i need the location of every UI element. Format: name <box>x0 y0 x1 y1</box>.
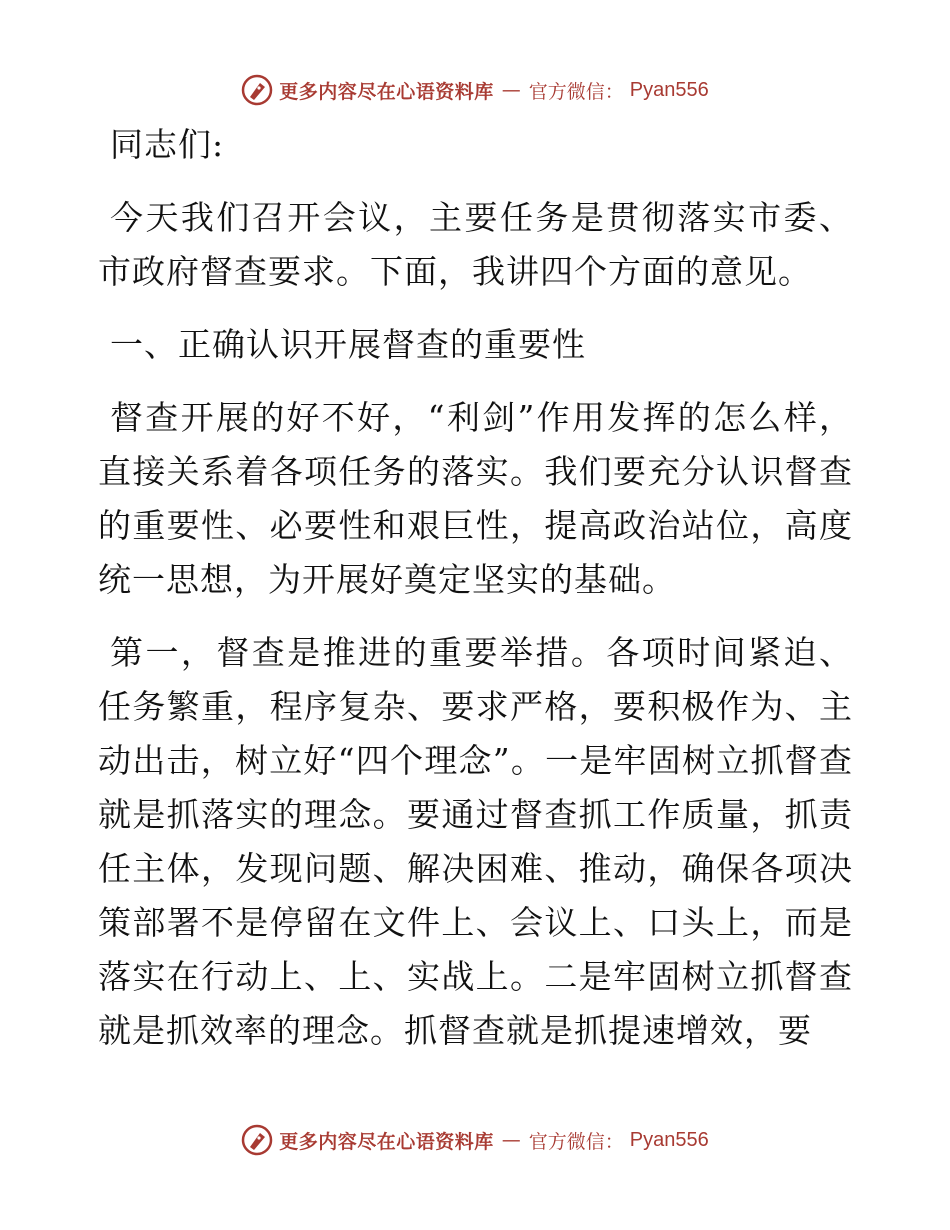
footer-brand-text: 更多内容尽在心语资料库 <box>279 1130 494 1153</box>
salutation: 同志们: <box>110 125 225 164</box>
footer-dash: — <box>501 1129 521 1151</box>
header-dash: — <box>501 79 521 101</box>
header-wechat-label: 官方微信： <box>528 80 624 103</box>
header-wechat-id: Pyan556 <box>629 78 709 101</box>
paragraph-intro: 今天我们召开会议，主要任务是贯彻落实市委、市政府督查要求。下面，我讲四个方面的意见。 <box>98 198 853 291</box>
footer-banner <box>0 1120 950 1160</box>
pen-nib-logo-icon <box>241 1124 273 1156</box>
footer-wechat-id: Pyan556 <box>629 1128 709 1151</box>
header-brand-text: 更多内容尽在心语资料库 <box>279 80 494 103</box>
pen-nib-logo-icon <box>241 74 273 106</box>
paragraph-first-point: 第一，督查是推进的重要举措。各项时间紧迫、任务繁重，程序复杂、要求严格，要积极作为、主动出击，树立好“四个理念”。一是牢固树立抓督查就是抓落实的理念。要通过督查抓工作质量，抓责任主体，发现问题、解决困难、推动，确保各项决策部署不是停留在文件上、会议上、口头上，而是落实在行动上、上、实战上。二是牢固树立抓督查就是抓效率的理念。抓督查就是抓提速增效，要 <box>98 633 853 1050</box>
header-banner <box>0 70 950 110</box>
paragraph-importance: 督查开展的好不好，“利剑”作用发挥的怎么样，直接关系着各项任务的落实。我们要充分认识督查的重要性、必要性和艰巨性，提高政治站位，高度统一思想，为开展好奠定坚实的基础。 <box>98 398 853 599</box>
document-body <box>98 118 853 1077</box>
footer-wechat-label: 官方微信： <box>528 1130 624 1153</box>
section-heading: 一、正确认识开展督查的重要性 <box>110 325 586 364</box>
